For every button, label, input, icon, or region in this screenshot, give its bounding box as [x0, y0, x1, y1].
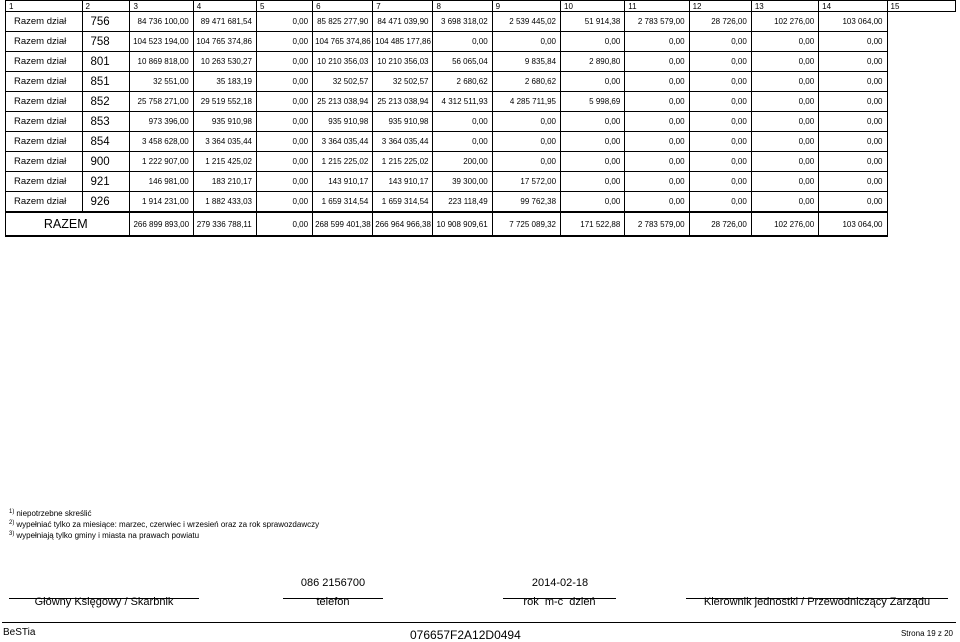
amount-cell: 102 276,00 [751, 12, 818, 32]
total-amount-cell: 28 726,00 [689, 212, 751, 236]
column-number: 15 [887, 1, 955, 12]
column-number: 2 [82, 1, 130, 12]
column-number: 12 [689, 1, 751, 12]
amount-cell: 3 458 628,00 [130, 132, 193, 152]
column-number-row [6, 1, 956, 12]
total-amount-cell: 102 276,00 [751, 212, 818, 236]
amount-cell: 4 312 511,93 [433, 92, 492, 112]
total-amount-cell: 266 964 966,38 [373, 212, 433, 236]
amount-cell: 99 762,38 [492, 192, 560, 213]
amount-cell: 3 698 318,02 [433, 12, 492, 32]
table-row [6, 72, 956, 92]
amount-cell: 85 825 277,90 [313, 12, 373, 32]
amount-cell: 25 213 038,94 [373, 92, 433, 112]
amount-cell: 2 680,62 [492, 72, 560, 92]
total-amount-cell: 10 908 909,61 [433, 212, 492, 236]
total-amount-cell: 7 725 089,32 [492, 212, 560, 236]
row-label: Razem dział [6, 132, 83, 152]
column-number: 11 [625, 1, 689, 12]
head-label: Kierownik jednostki / Przewodniczący Zarządu [703, 596, 931, 608]
amount-cell: 1 914 231,00 [130, 192, 193, 213]
column-number: 9 [492, 1, 560, 12]
table-row [6, 92, 956, 112]
amount-cell: 104 485 177,86 [373, 32, 433, 52]
amount-cell: 25 213 038,94 [313, 92, 373, 112]
department-number: 851 [82, 72, 130, 92]
amount-cell: 39 300,00 [433, 172, 492, 192]
row-label: Razem dział [6, 112, 83, 132]
amount-cell: 0,00 [561, 152, 625, 172]
amount-cell: 32 502,57 [373, 72, 433, 92]
row-label: Razem dział [6, 52, 83, 72]
amount-cell: 0,00 [819, 72, 887, 92]
column-number: 3 [130, 1, 193, 12]
amount-cell: 25 758 271,00 [130, 92, 193, 112]
amount-cell: 0,00 [256, 192, 312, 213]
amount-cell: 0,00 [689, 152, 751, 172]
footnote-1: $^{1)}$ niepotrzebne skreślić [9, 509, 92, 518]
page-number: Strona 19 z 20 [900, 629, 953, 638]
amount-cell: 17 572,00 [492, 172, 560, 192]
amount-cell: 0,00 [561, 172, 625, 192]
amount-cell: 1 222 907,00 [130, 152, 193, 172]
amount-cell: 0,00 [256, 72, 312, 92]
department-number: 852 [82, 92, 130, 112]
column-number: 13 [751, 1, 818, 12]
amount-cell: 0,00 [689, 172, 751, 192]
department-number: 758 [82, 32, 130, 52]
amount-cell: 0,00 [689, 132, 751, 152]
amount-cell: 0,00 [256, 152, 312, 172]
amount-cell: 0,00 [433, 112, 492, 132]
amount-cell: 0,00 [433, 32, 492, 52]
amount-cell: 935 910,98 [193, 112, 256, 132]
amount-cell: 10 263 530,27 [193, 52, 256, 72]
amount-cell: 0,00 [625, 72, 689, 92]
column-number: 7 [373, 1, 433, 12]
amount-cell: 143 910,17 [373, 172, 433, 192]
amount-cell: 0,00 [751, 92, 818, 112]
column-number: 1 [6, 1, 83, 12]
amount-cell: 1 882 433,03 [193, 192, 256, 213]
amount-cell: 0,00 [625, 92, 689, 112]
amount-cell: 2 783 579,00 [625, 12, 689, 32]
total-amount-cell: 2 783 579,00 [625, 212, 689, 236]
amount-cell: 2 680,62 [433, 72, 492, 92]
amount-cell: 5 998,69 [561, 92, 625, 112]
amount-cell: 9 835,84 [492, 52, 560, 72]
amount-cell: 0,00 [819, 92, 887, 112]
amount-cell: 84 471 039,90 [373, 12, 433, 32]
amount-cell: 0,00 [689, 92, 751, 112]
total-label: RAZEM [6, 212, 130, 236]
amount-cell: 10 210 356,03 [313, 52, 373, 72]
amount-cell: 0,00 [492, 112, 560, 132]
total-row [6, 212, 956, 236]
amount-cell: 0,00 [256, 32, 312, 52]
amount-cell: 0,00 [433, 132, 492, 152]
amount-cell: 0,00 [256, 12, 312, 32]
amount-cell: 0,00 [625, 52, 689, 72]
amount-cell: 0,00 [689, 112, 751, 132]
amount-cell: 0,00 [625, 152, 689, 172]
amount-cell: 183 210,17 [193, 172, 256, 192]
amount-cell: 89 471 681,54 [193, 12, 256, 32]
table-row [6, 172, 956, 192]
department-number: 853 [82, 112, 130, 132]
footnote-2: $^{2)}$ wypełniać tylko za miesiące: marzec, czerwiec i wrzesień oraz za rok sprawozdawczy [9, 520, 320, 529]
amount-cell: 3 364 035,44 [373, 132, 433, 152]
department-number: 854 [82, 132, 130, 152]
amount-cell: 0,00 [751, 72, 818, 92]
department-number: 756 [82, 12, 130, 32]
amount-cell: 1 659 314,54 [373, 192, 433, 213]
amount-cell: 146 981,00 [130, 172, 193, 192]
budget-table [5, 0, 956, 237]
amount-cell: 3 364 035,44 [193, 132, 256, 152]
amount-cell: 1 215 225,02 [373, 152, 433, 172]
amount-cell: 1 659 314,54 [313, 192, 373, 213]
amount-cell: 0,00 [625, 112, 689, 132]
amount-cell: 0,00 [819, 112, 887, 132]
amount-cell: 0,00 [751, 112, 818, 132]
amount-cell: 0,00 [689, 72, 751, 92]
amount-cell: 32 502,57 [313, 72, 373, 92]
total-amount-cell: 171 522,88 [561, 212, 625, 236]
footnote-3: $^{3)}$ wypełniają tylko gminy i miasta na prawach powiatu [9, 531, 200, 540]
amount-cell: 0,00 [689, 32, 751, 52]
amount-cell: 103 064,00 [819, 12, 887, 32]
amount-cell: 0,00 [689, 52, 751, 72]
amount-cell: 0,00 [256, 172, 312, 192]
column-number: 10 [561, 1, 625, 12]
total-amount-cell: 103 064,00 [819, 212, 887, 236]
row-label: Razem dział [6, 172, 83, 192]
amount-cell: 223 118,49 [433, 192, 492, 213]
column-number: 6 [313, 1, 373, 12]
amount-cell: 0,00 [819, 52, 887, 72]
department-number: 801 [82, 52, 130, 72]
document-code: 076657F2A12D0494 [410, 628, 521, 642]
amount-cell: 32 551,00 [130, 72, 193, 92]
amount-cell: 84 736 100,00 [130, 12, 193, 32]
table-row [6, 32, 956, 52]
date-value: 2014-02-18 [531, 577, 589, 589]
amount-cell: 0,00 [492, 132, 560, 152]
amount-cell: 0,00 [689, 192, 751, 213]
amount-cell: 0,00 [561, 192, 625, 213]
amount-cell: 56 065,04 [433, 52, 492, 72]
column-number: 5 [256, 1, 312, 12]
app-name: BeSTia [3, 627, 36, 638]
table-row [6, 132, 956, 152]
amount-cell: 1 215 425,02 [193, 152, 256, 172]
row-label: Razem dział [6, 72, 83, 92]
amount-cell: 0,00 [492, 152, 560, 172]
department-number: 921 [82, 172, 130, 192]
amount-cell: 143 910,17 [313, 172, 373, 192]
amount-cell: 0,00 [819, 152, 887, 172]
amount-cell: 29 519 552,18 [193, 92, 256, 112]
department-number: 926 [82, 192, 130, 213]
amount-cell: 35 183,19 [193, 72, 256, 92]
amount-cell: 28 726,00 [689, 12, 751, 32]
row-label: Razem dział [6, 12, 83, 32]
amount-cell: 973 396,00 [130, 112, 193, 132]
amount-cell: 0,00 [256, 52, 312, 72]
amount-cell: 0,00 [819, 32, 887, 52]
amount-cell: 104 765 374,86 [193, 32, 256, 52]
amount-cell: 0,00 [751, 52, 818, 72]
date-label: rok m-c dzień [523, 596, 596, 608]
amount-cell: 0,00 [819, 132, 887, 152]
amount-cell: 104 523 194,00 [130, 32, 193, 52]
amount-cell: 0,00 [561, 112, 625, 132]
amount-cell: 1 215 225,02 [313, 152, 373, 172]
amount-cell: 0,00 [751, 192, 818, 213]
amount-cell: 3 364 035,44 [313, 132, 373, 152]
total-amount-cell: 266 899 893,00 [130, 212, 193, 236]
amount-cell: 2 890,80 [561, 52, 625, 72]
footer-rule [2, 622, 956, 623]
row-label: Razem dział [6, 92, 83, 112]
amount-cell: 10 869 818,00 [130, 52, 193, 72]
amount-cell: 0,00 [561, 32, 625, 52]
amount-cell: 4 285 711,95 [492, 92, 560, 112]
row-label: Razem dział [6, 192, 83, 213]
amount-cell: 200,00 [433, 152, 492, 172]
amount-cell: 0,00 [256, 132, 312, 152]
amount-cell: 0,00 [625, 172, 689, 192]
amount-cell: 0,00 [625, 132, 689, 152]
amount-cell: 0,00 [819, 172, 887, 192]
row-label: Razem dział [6, 152, 83, 172]
amount-cell: 0,00 [625, 32, 689, 52]
phone-value: 086 2156700 [300, 577, 366, 589]
amount-cell: 0,00 [492, 32, 560, 52]
amount-cell: 0,00 [256, 92, 312, 112]
amount-cell: 51 914,38 [561, 12, 625, 32]
amount-cell: 0,00 [751, 32, 818, 52]
amount-cell: 0,00 [625, 192, 689, 213]
table-row [6, 112, 956, 132]
amount-cell: 0,00 [751, 132, 818, 152]
table-row [6, 12, 956, 32]
department-number: 900 [82, 152, 130, 172]
amount-cell: 10 210 356,03 [373, 52, 433, 72]
table-row [6, 192, 956, 213]
column-number: 4 [193, 1, 256, 12]
amount-cell: 0,00 [256, 112, 312, 132]
total-amount-cell: 268 599 401,38 [313, 212, 373, 236]
amount-cell: 0,00 [819, 192, 887, 213]
amount-cell: 0,00 [561, 72, 625, 92]
table-row [6, 52, 956, 72]
row-label: Razem dział [6, 32, 83, 52]
amount-cell: 935 910,98 [373, 112, 433, 132]
total-amount-cell: 279 336 788,11 [193, 212, 256, 236]
phone-label: telefon [316, 596, 350, 608]
column-number: 14 [819, 1, 887, 12]
accountant-label: Główny Księgowy / Skarbnik [34, 596, 174, 608]
amount-cell: 935 910,98 [313, 112, 373, 132]
table-row [6, 152, 956, 172]
amount-cell: 0,00 [751, 152, 818, 172]
amount-cell: 0,00 [751, 172, 818, 192]
amount-cell: 0,00 [561, 132, 625, 152]
column-number: 8 [433, 1, 492, 12]
amount-cell: 104 765 374,86 [313, 32, 373, 52]
total-amount-cell: 0,00 [256, 212, 312, 236]
amount-cell: 2 539 445,02 [492, 12, 560, 32]
